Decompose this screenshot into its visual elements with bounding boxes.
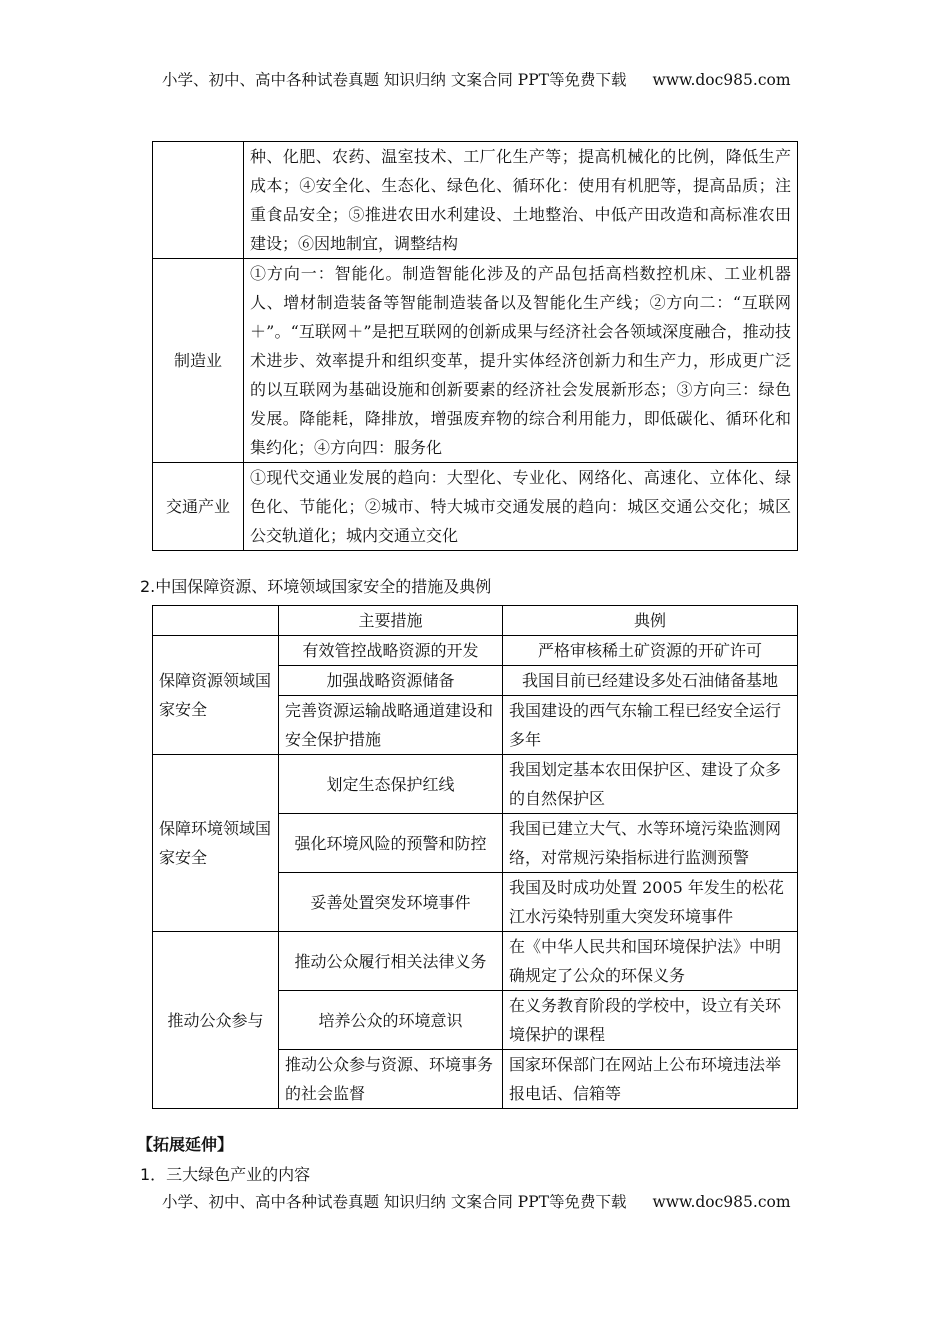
group-name: 推动公众参与	[153, 932, 279, 1109]
table-row	[153, 259, 798, 463]
measure-cell: 完善资源运输战略通道建设和安全保护措施	[279, 696, 503, 755]
group-name: 保障资源领域国家安全	[153, 636, 279, 755]
content-cell: 种、化肥、农药、温室技术、工厂化生产等；提高机械化的比例，降低生产成本；④安全化、生态化、绿色化、循环化：使用有机肥等，提高品质；注重食品安全；⑤推进农田水利建设、土地整治、中低产田改造和高标准农田建设；⑥因地制宜，调整结构	[244, 142, 798, 259]
header-measures: 主要措施	[279, 606, 503, 636]
footer-text: 小学、初中、高中各种试卷真题 知识归纳 文案合同 PPT等免费下载	[162, 1193, 627, 1211]
measure-cell: 有效管控战略资源的开发	[279, 636, 503, 666]
example-cell: 在《中华人民共和国环境保护法》中明确规定了公众的环保义务	[503, 932, 798, 991]
extension-title: 【拓展延伸】	[137, 1135, 234, 1154]
footer-site: www.doc985.com	[652, 1193, 791, 1211]
measure-cell: 强化环境风险的预警和防控	[279, 814, 503, 873]
table-row	[153, 142, 798, 259]
header-examples: 典例	[503, 606, 798, 636]
group-name: 保障环境领域国家安全	[153, 755, 279, 932]
content-cell: ①现代交通业发展的趋向：大型化、专业化、网络化、高速化、立体化、绿色化、节能化；②城市、特大城市交通发展的趋向：城区交通公交化；城区公交轨道化；城内交通立交化	[244, 463, 798, 551]
category-cell	[153, 142, 244, 259]
content-cell: ①方向一：智能化。制造智能化涉及的产品包括高档数控机床、工业机器人、增材制造装备等智能制造装备以及智能化生产线；②方向二：“互联网＋”。“互联网＋”是把互联网的创新成果与经济社会各领域深度融合，推动技术进步、效率提升和组织变革，提升实体经济创新力和生产力，形成更广泛的以互联网为基础设施和创新要素的经济社会发展新形态；③方向三：绿色发展。降能耗，降排放，增强废弃物的综合利用能力，即低碳化、循环化和集约化；④方向四：服务化	[244, 259, 798, 463]
page-footer	[162, 1190, 791, 1212]
measure-cell: 加强战略资源储备	[279, 666, 503, 696]
table-row	[153, 932, 798, 991]
measure-cell: 推动公众参与资源、环境事务的社会监督	[279, 1050, 503, 1109]
table-row	[153, 755, 798, 814]
table-row	[153, 463, 798, 551]
page-header	[162, 68, 791, 90]
table-header-row	[153, 606, 798, 636]
section-2-title: 2.中国保障资源、环境领域国家安全的措施及典例	[140, 577, 492, 596]
example-cell: 严格审核稀土矿资源的开矿许可	[503, 636, 798, 666]
example-cell: 我国建设的西气东输工程已经安全运行多年	[503, 696, 798, 755]
category-cell: 交通产业	[153, 463, 244, 551]
measure-cell: 推动公众履行相关法律义务	[279, 932, 503, 991]
category-cell: 制造业	[153, 259, 244, 463]
extension-item-1: 1．三大绿色产业的内容	[140, 1165, 311, 1184]
table-row	[153, 636, 798, 666]
industry-trends-table	[152, 141, 798, 551]
measure-cell: 妥善处置突发环境事件	[279, 873, 503, 932]
example-cell: 我国划定基本农田保护区、建设了众多的自然保护区	[503, 755, 798, 814]
header-blank	[153, 606, 279, 636]
measure-cell: 培养公众的环境意识	[279, 991, 503, 1050]
example-cell: 我国已建立大气、水等环境污染监测网络，对常规污染指标进行监测预警	[503, 814, 798, 873]
measure-cell: 划定生态保护红线	[279, 755, 503, 814]
header-site: www.doc985.com	[652, 71, 791, 89]
example-cell: 我国目前已经建设多处石油储备基地	[503, 666, 798, 696]
example-cell: 在义务教育阶段的学校中，设立有关环境保护的课程	[503, 991, 798, 1050]
example-cell: 国家环保部门在网站上公布环境违法举报电话、信箱等	[503, 1050, 798, 1109]
header-text: 小学、初中、高中各种试卷真题 知识归纳 文案合同 PPT等免费下载	[162, 71, 627, 89]
example-cell: 我国及时成功处置 2005 年发生的松花江水污染特别重大突发环境事件	[503, 873, 798, 932]
security-measures-table	[152, 605, 798, 1109]
